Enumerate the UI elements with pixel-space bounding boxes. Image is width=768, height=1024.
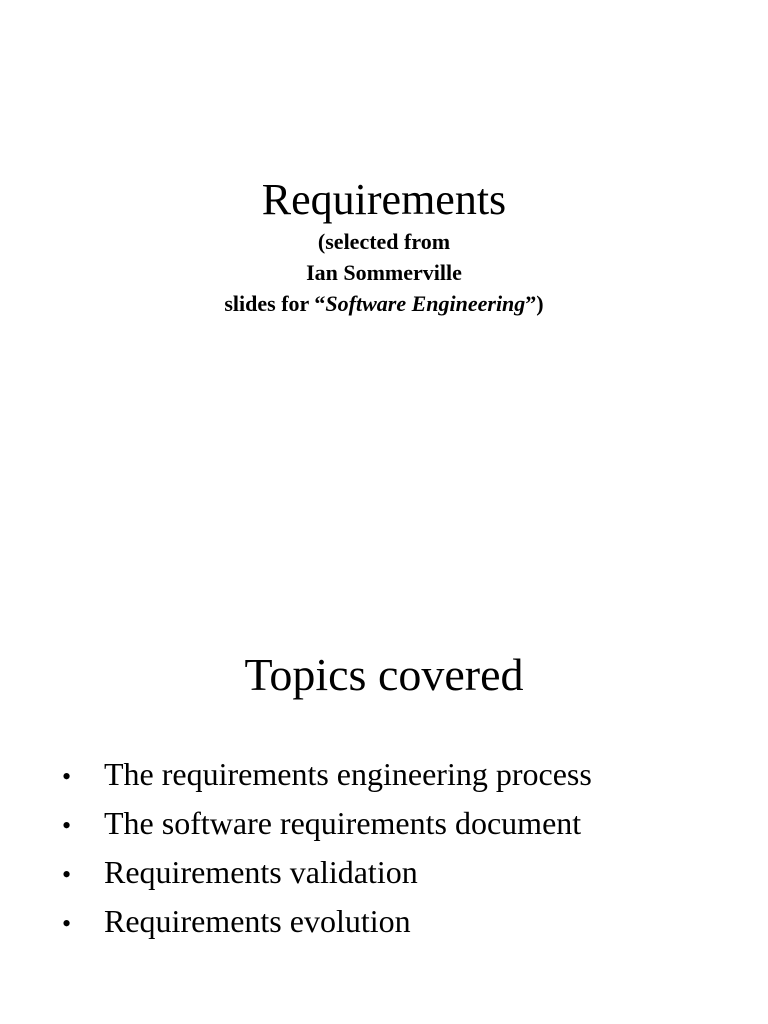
slide-subtitle — [0, 226, 768, 319]
list-item-text: The software requirements document — [104, 805, 582, 841]
list-item — [62, 897, 592, 946]
subtitle-author: Ian Sommerville — [306, 260, 462, 285]
bullet-icon: • — [62, 811, 72, 840]
subtitle-source-prefix: slides for “ — [224, 291, 326, 316]
slide-topics-heading: Topics covered — [244, 649, 524, 700]
slide-title-heading: Requirements — [261, 175, 507, 224]
topics-list — [62, 750, 592, 946]
list-item-text: Requirements validation — [104, 854, 418, 890]
subtitle-line: (selected from — [317, 229, 451, 254]
subtitle-source — [0, 288, 768, 319]
slide-topics — [0, 512, 768, 1024]
list-item — [62, 848, 592, 897]
subtitle-source-suffix: ”) — [525, 291, 544, 316]
list-item — [62, 799, 592, 848]
list-item-text: Requirements evolution — [104, 903, 411, 939]
list-item-text: The requirements engineering process — [104, 756, 592, 792]
bullet-icon: • — [62, 762, 72, 791]
subtitle-book-title: Software Engineering — [325, 291, 526, 316]
bullet-icon: • — [62, 909, 72, 938]
bullet-icon: • — [62, 860, 72, 889]
list-item — [62, 750, 592, 799]
